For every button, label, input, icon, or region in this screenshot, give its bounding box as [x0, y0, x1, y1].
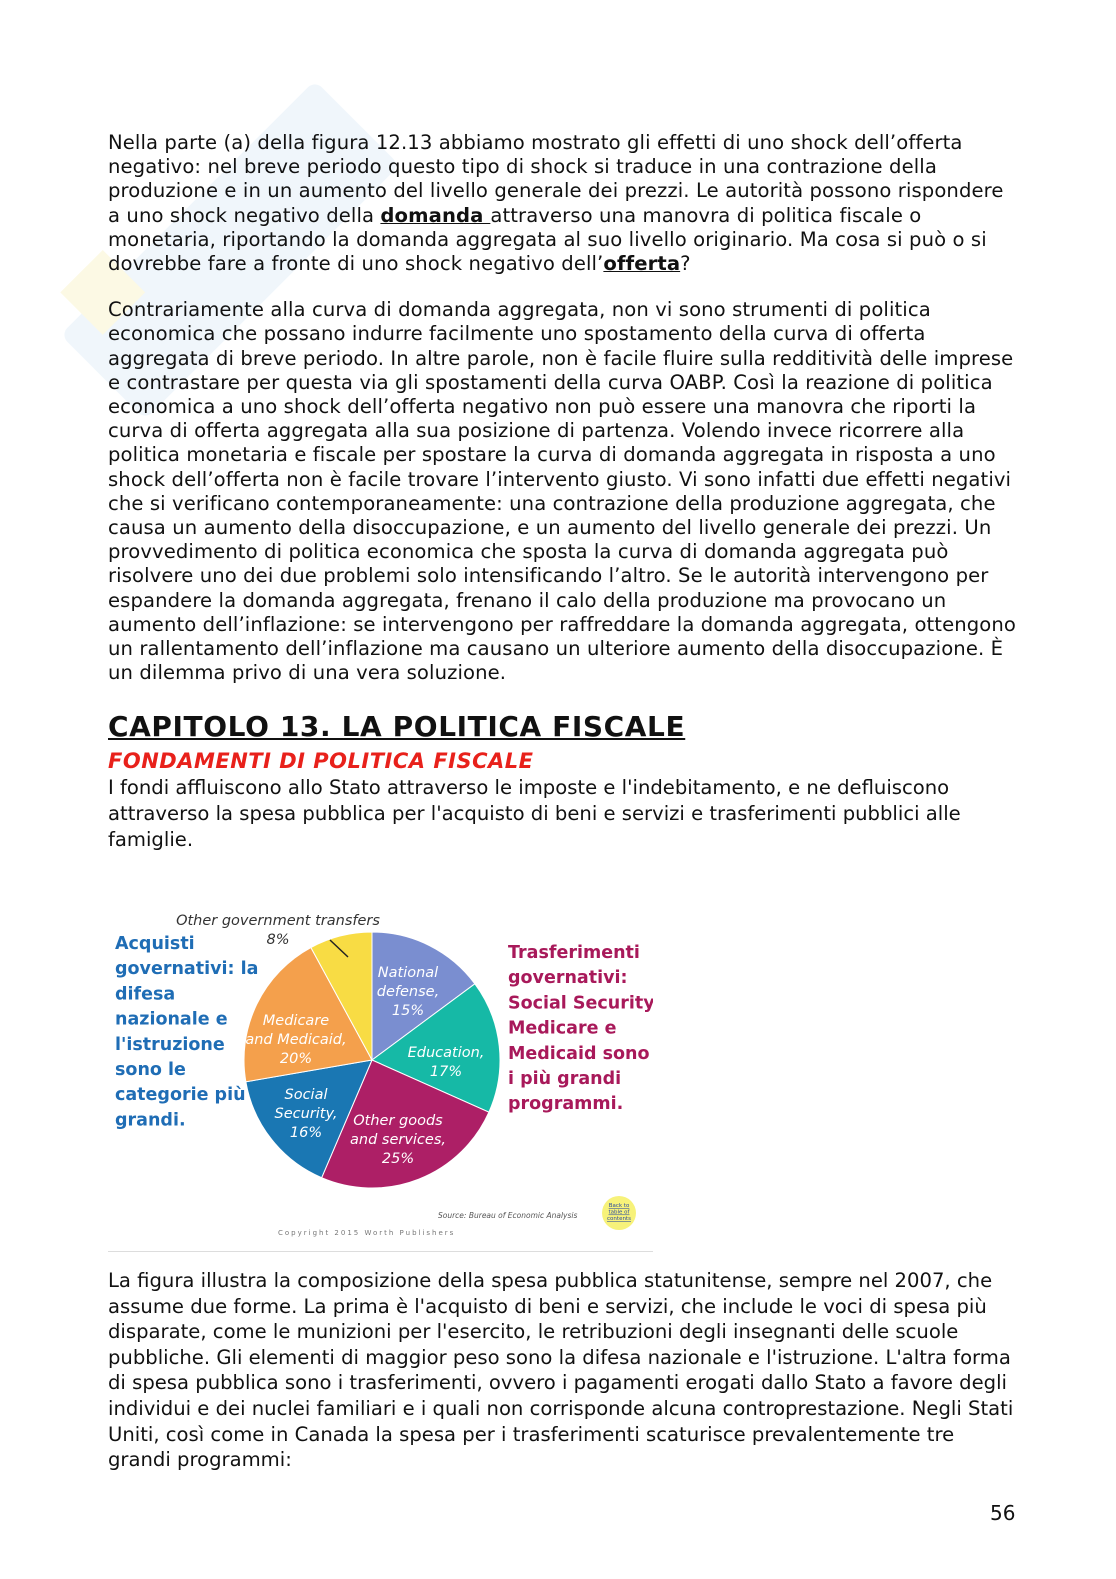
left-note-line: sono le	[115, 1060, 186, 1080]
figure-copyright: Copyright 2015 Worth Publishers	[278, 1229, 456, 1237]
paragraph-after-figure: La figura illustra la composizione della spesa pubblica statunitense, sempre nel 2007, che assume due forme. La prima è l'acquisto di beni e servizi, che include le voci di spesa più disparate, come le munizioni per l'esercito, le retribuzioni degli insegnanti delle scuole pubbliche. Gli elementi di maggior peso sono la difesa nazionale e l'istruzione. L'altra forma di spesa pubblica sono i trasferimenti, ovvero i pagamenti erogati dallo Stato a favore degli individui e dei nuclei familiari e i quali non corrisponde alcuna controprestazione. Negli Stati Uniti, così come in Canada la spesa per i trasferimenti scaturisce prevalentemente tre grandi programmi:	[108, 1269, 1014, 1472]
left-note-line: difesa	[115, 984, 176, 1005]
figure-source: Source: Bureau of Economic Analysis	[438, 1211, 578, 1220]
paragraph-intro: I fondi affluiscono allo Stato attraverso le imposte e l'indebitamento, e ne defluiscono attraverso la spesa pubblica per l'acquisto di beni e servizi e trasferimenti pubblici alle famiglie.	[108, 776, 961, 852]
chapter-title: CAPITOLO 13. LA POLITICA FISCALE	[108, 710, 686, 744]
pie-label-defense: National defense, 15%	[376, 965, 440, 1019]
paragraph-supply-shock: Nella parte (a) della figura 12.13 abbiamo mostrato gli effetti di uno shock dell’offerta negativo: nel breve periodo questo tipo di shock si traduce in una contrazione della produzione e in un aumento del livello generale dei prezzi. Le autorità possono rispondere a uno shock negativo della domanda attraverso una manovra di politica fiscale o monetaria, riportando la domanda aggregata al suo livello originario. Ma cosa si può o si dovrebbe fare a fronte di uno shock negativo dell’offerta?	[108, 131, 1004, 276]
pie-label-social: Social Security, 16%	[274, 1087, 338, 1141]
left-note-line: governativi: la	[115, 959, 259, 980]
right-note-line: i più grandi	[508, 1069, 622, 1089]
left-note-line: l'istruzione	[115, 1034, 225, 1055]
right-note-line: Trasferimenti	[508, 943, 640, 963]
left-note-line: Acquisti	[115, 934, 195, 954]
right-note-line: Social Security,	[508, 993, 653, 1014]
left-note-line: nazionale e	[115, 1009, 228, 1030]
pie-label-transfers: Other government transfers 8%	[176, 913, 380, 948]
pie-label-education: Education, 17%	[407, 1045, 485, 1080]
pie-label-other: Other goods and services, 25%	[350, 1113, 446, 1167]
pie-label-medicare: Medicare and Medicaid, 20%	[245, 1013, 347, 1067]
back-button-label: contents	[607, 1216, 631, 1222]
section-title: FONDAMENTI DI POLITICA FISCALE	[108, 749, 534, 774]
left-note-line: grandi.	[115, 1110, 186, 1131]
spending-pie-figure	[108, 895, 653, 1252]
right-note-line: governativi:	[508, 968, 628, 989]
pie-chart	[108, 895, 653, 1251]
right-note-line: Medicaid sono	[508, 1043, 650, 1064]
paragraph-policy-dilemma: Contrariamente alla curva di domanda aggregata, non vi sono strumenti di politica economica che possano indurre facilmente uno spostamento della curva di offerta aggregata di breve periodo. In altre parole, non è facile fluire sulla redditività delle imprese e contrastare per questa via gli spostamenti della curva OABP. Così la reazione di politica economica a uno shock dell’offerta negativo non può essere una manovra che riporti la curva di offerta aggregata alla sua posizione di partenza. Volendo invece ricorrere alla politica monetaria e fiscale per spostare la curva di domanda aggregata in risposta a uno shock dell’offerta non è facile trovare l’intervento giusto. Vi sono infatti due effetti negativi che si verificano contemporaneamente: una contrazione della produzione aggregata, che causa un aumento della disoccupazione, e un aumento del livello generale dei prezzi. Un provvedimento di politica economica che sposta la curva di domanda aggregata può risolvere uno dei due problemi solo intensificando l’altro. Se le autorità intervengono per espandere la domanda aggregata, frenano il calo della produzione ma provocano un aumento dell’inflazione: se intervengono per raffreddare la domanda aggregata, ottengono un rallentamento dell’inflazione ma causano un ulteriore aumento della disoccupazione. È un dilemma privo di una vera soluzione.	[108, 298, 1016, 685]
bold-offerta: offerta	[603, 252, 681, 276]
back-button-label: Back to	[608, 1203, 630, 1209]
right-note-line: programmi.	[508, 1094, 624, 1115]
left-note-line: categorie più	[115, 1085, 246, 1106]
page-number: 56	[990, 1501, 1016, 1525]
right-note-line: Medicare e	[508, 1018, 617, 1039]
back-button-label: table of	[608, 1209, 630, 1216]
bold-domanda: domanda	[380, 203, 491, 227]
